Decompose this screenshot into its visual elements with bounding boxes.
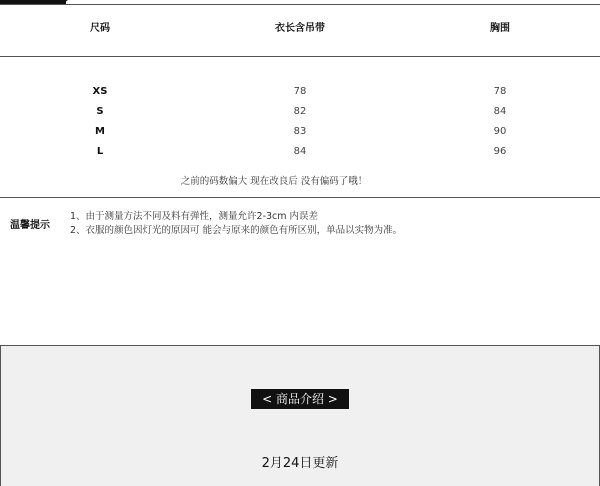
tips-label: 温馨提示	[10, 220, 50, 231]
cell-bust: 96	[493, 146, 507, 157]
cell-size: M	[95, 126, 105, 137]
cell-size: S	[96, 106, 104, 117]
cell-bust: 84	[493, 106, 507, 117]
header-divider	[0, 56, 600, 57]
top-divider	[0, 4, 600, 5]
size-table-header	[0, 22, 600, 38]
size-note: 之前的码数偏大 现在改良后 没有偏码了哦！	[180, 176, 368, 187]
table-row	[0, 145, 600, 161]
cell-bust: 90	[493, 126, 507, 137]
table-row	[0, 85, 600, 101]
table-row	[0, 105, 600, 121]
cell-length: 82	[293, 106, 307, 117]
cell-length: 83	[293, 126, 307, 137]
update-date-text: 2月24日更新	[261, 456, 339, 471]
header-length: 衣长含吊带	[275, 23, 325, 34]
cell-length: 84	[293, 146, 307, 157]
header-size: 尺码	[90, 23, 110, 34]
tips-list	[70, 210, 402, 238]
cell-length: 78	[293, 86, 307, 97]
cell-size: XS	[92, 86, 108, 97]
table-row	[0, 125, 600, 141]
cell-bust: 78	[493, 86, 507, 97]
cell-size: L	[96, 146, 104, 157]
tip-item: 2、衣服的颜色因灯光的原因可 能会与原来的颜色有所区别，单品以实物为准。	[70, 225, 403, 236]
header-bust: 胸围	[490, 23, 510, 34]
tip-item: 1、由于测量方法不同及料有弹性，测量允许2-3cm 内误差	[70, 211, 319, 222]
product-intro-badge: < 商品介绍 >	[251, 389, 349, 409]
note-divider	[0, 197, 600, 198]
